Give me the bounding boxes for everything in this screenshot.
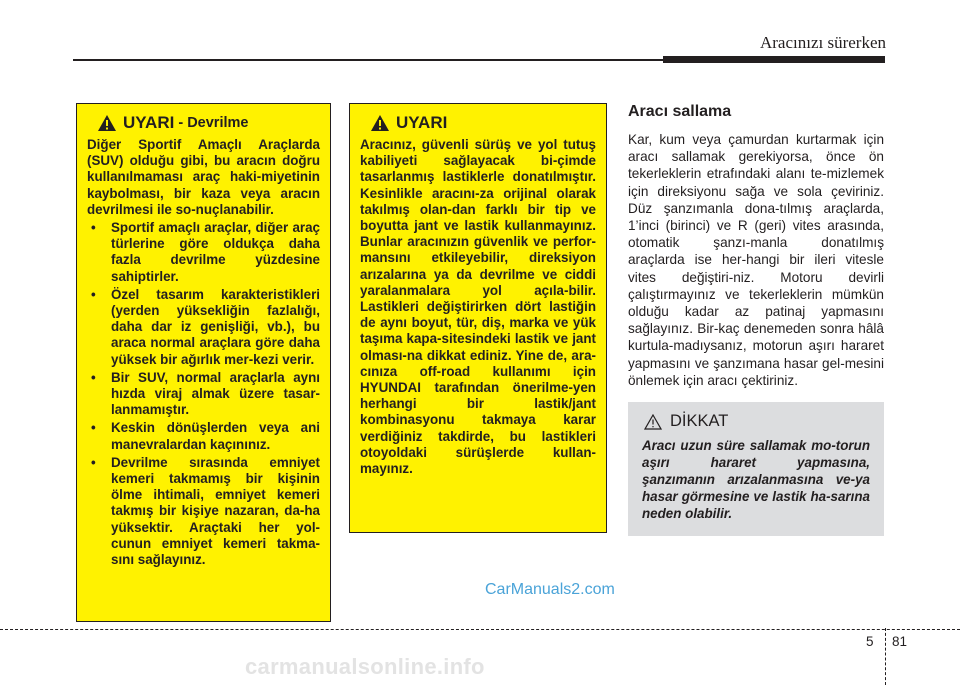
warning-rollover-intro: Diğer Sportif Amaçlı Araçlarda (SUV) olduğu gibi, bu aracın doğru kullanılmaması araç haki-miyetinin kaybolması, bir kaza veya aracın devrilmesi ile so-nuçlanabilir. [87,137,320,217]
footer-divider [0,629,960,630]
page-number: 81 [892,634,908,649]
warning-triangle-icon [97,114,117,132]
warning-triangle-icon [370,114,390,132]
warning-rollover-box [76,103,331,622]
warning-tires-box [349,103,607,533]
section-number: 5 [866,634,874,649]
warning-rollover-list [87,220,320,568]
caution-header [644,412,870,431]
list-item: • Özel tasarım karakteristikleri (yerden yüksekliğin fazlalığı, daha dar iz genişliği, vb.), bu araca normal araçlara göre daha yüksek bir ağırlık mer-kezi verir. [87,287,320,368]
section-title: Aracınızı sürerken [759,33,886,52]
list-item: • Keskin dönüşlerden veya ani manevralardan kaçınınız. [87,420,320,452]
header-rule-thick [663,56,885,63]
warning-tires-header [370,114,596,132]
warning-rollover-label: UYARI [123,112,175,132]
header-rule [73,59,663,61]
caution-box [628,402,884,536]
rocking-body: Kar, kum veya çamurdan kurtarmak için aracı sallamak gerekiyorsa, önce ön tekerleklerin etrafındaki alanı te-mizlemek için direksiyonu sağa ve sola çeviriniz. Düz şanzımanla dona-tılmış araçlarda, 1’inci (birinci) ve R (geri) vites arasında, otomatik şanzı-manla donatılmış araçlarda ise her-hangi bir ileri vitesle vites değiştiri-niz. Motoru devirli çalıştırmayınız ve tekerleklerin mümkün olduğu kadar az patinaj yapmasını sağlayınız. Bir-kaç denemeden sonra hâlâ kurtula-madıysanız, motorun aşırı hararet yapmasını ve şanzımana hasar gel-mesini önlemek için aracı çektiriniz. [628,132,884,388]
watermark-link[interactable]: CarManuals2.com [485,581,615,598]
rocking-title: Aracı sallama [628,103,732,120]
list-item: • Sportif amaçlı araçlar, diğer araç türlerine göre oldukça daha fazla devrilme yüzdesine sahiptirler. [87,220,320,285]
list-item: • Bir SUV, normal araçlarla aynı hızda viraj almak üzere tasar-lanmamıştır. [87,370,320,419]
caution-triangle-icon [644,414,662,430]
list-item: • Devrilme sırasında emniyet kemeri takmamış bir kişinin ölme ihtimali, emniyet kemeri takmış bir kişiye nazaran, da-ha yüksektir. Araçtaki her yol-cunun emniyet kemeri takma-sını sağlayınız. [87,455,320,568]
warning-rollover-subtitle: - Devrilme [178,114,249,131]
footer-watermark: carmanualsonline.info [245,654,485,679]
warning-tires-label: UYARI [396,112,448,132]
footer-divider-vertical [885,628,886,685]
warning-rollover-header [97,114,320,132]
warning-tires-text: Aracınız, güvenli sürüş ve yol tutuş kabiliyeti sağlayacak bi-çimde tasarlanmış lastiklerle donatılmıştır. Kesinlikle aracını-za orijinal olarak takılmış olan-dan farklı bir tip ve boyutta jant ve lastik kullanmayınız. Bunlar aracınızın güvenlik ve perfor-mansını etkileyebilir, direksiyon arızalarına ya da devrilme ve ciddi yaralanmalara yol açıla-bilir. Lastikleri değiştirirken dört lastiğin de aynı boyut, tür, diş, marka ve yük taşıma kapa-sitesindeki lastik ve jant olması-na dikkat ediniz. Yine de, ara-cınıza off-road kullanımı için HYUNDAI tarafından önerilme-yen herhangi bir lastik/jant kombinasyonu takmaya karar verdiğiniz takdirde, bu lastikleri otoyoldaki sürüşlerde kullan-mayınız. [360,137,596,477]
caution-text: Aracı uzun süre sallamak mo-torun aşırı hararet yapmasına, şanzımanın arızalanmasına ve-ya hasar görmesine ve lastik ha-sarına neden olabilir. [642,438,870,521]
rocking-section [628,103,884,389]
caution-label: DİKKAT [670,412,729,430]
